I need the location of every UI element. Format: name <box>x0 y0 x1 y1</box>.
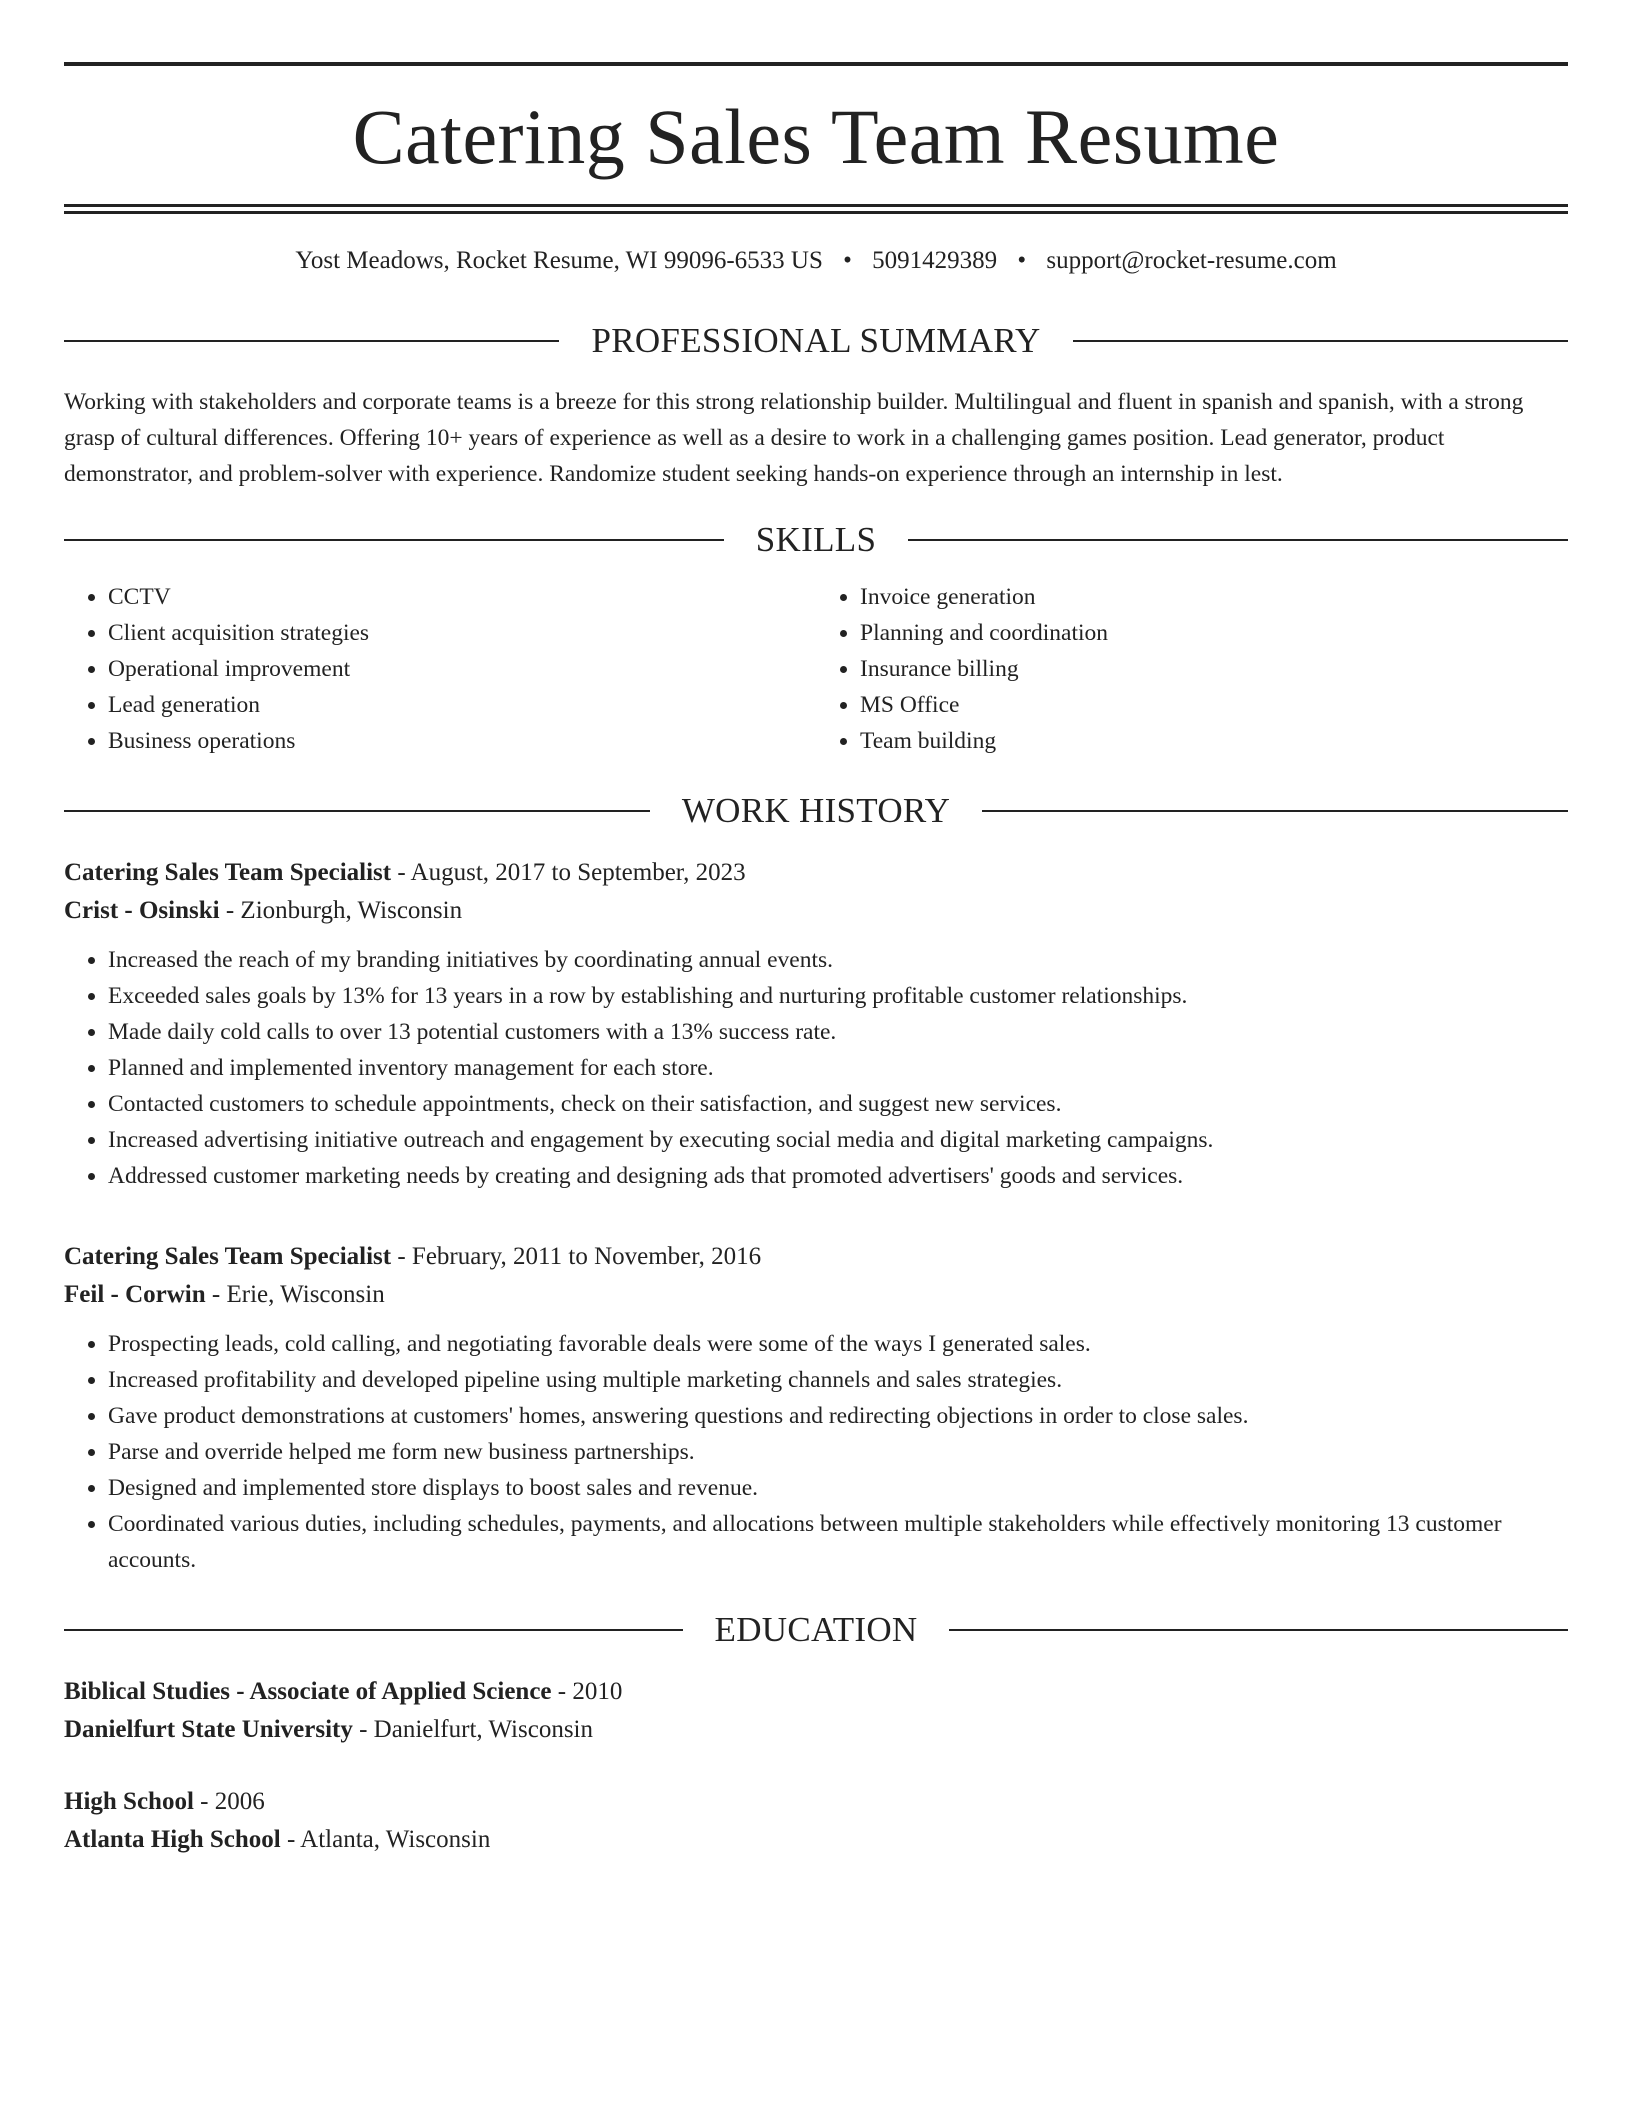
skill-item: • Team building <box>860 723 1568 759</box>
education-entry <box>64 1783 1568 1859</box>
section-heading-education <box>64 1612 1568 1647</box>
heading-rule-right <box>908 539 1568 541</box>
contact-separator: • <box>1017 247 1027 274</box>
job-bullet: • Made daily cold calls to over 13 potential customers with a 13% success rate. <box>108 1014 1568 1050</box>
section-heading-work <box>64 793 1568 828</box>
job-bullet: • Planned and implemented inventory management for each store. <box>108 1050 1568 1086</box>
job-dates: August, 2017 to September, 2023 <box>410 859 746 886</box>
job-bullet: • Parse and override helped me form new business partnerships. <box>108 1434 1568 1470</box>
summary-text: Working with stakeholders and corporate teams is a breeze for this strong relationship builder. Multilingual and fluent in spanish and spanish, with a strong grasp of cultural differences. Offering 10+ years of experience as well as a desire to work in a challenging games position. Lead generator, product demonstrator, and problem-solver with experience. Randomize student seeking hands-on experience through an internship in lest. <box>64 389 1524 487</box>
skill-item: • Lead generation <box>108 687 816 723</box>
job-entry <box>64 854 1568 1194</box>
contact-phone: 5091429389 <box>872 247 998 274</box>
education-location: Danielfurt, Wisconsin <box>373 1716 593 1743</box>
job-location: Zionburgh, Wisconsin <box>240 897 463 924</box>
education-year: 2010 <box>572 1678 623 1705</box>
job-bullet: • Addressed customer marketing needs by creating and designing ads that promoted advertisers' goods and services. <box>108 1158 1568 1194</box>
job-bullets <box>64 1326 1568 1578</box>
heading-rule-right <box>982 810 1568 812</box>
education-degree-line: Biblical Studies - Associate of Applied Science - 2010 <box>64 1678 623 1705</box>
job-title-line: Catering Sales Team Specialist - February, 2011 to November, 2016 <box>64 1243 762 1270</box>
job-bullets <box>64 942 1568 1194</box>
job-dates: February, 2011 to November, 2016 <box>411 1243 762 1270</box>
education-entry <box>64 1673 1568 1749</box>
education-school: Danielfurt State University <box>64 1716 353 1743</box>
top-rule <box>64 62 1568 66</box>
job-bullet: • Exceeded sales goals by 13% for 13 years in a row by establishing and nurturing profitable customer relationships. <box>108 978 1568 1014</box>
skill-item: • MS Office <box>860 687 1568 723</box>
section-heading-label: PROFESSIONAL SUMMARY <box>591 321 1041 360</box>
section-heading-summary <box>64 323 1568 358</box>
education-year: 2006 <box>214 1788 265 1815</box>
skills-list <box>64 579 1568 759</box>
education-school: Atlanta High School <box>64 1826 281 1853</box>
resume-title: Catering Sales Team Resume <box>352 93 1280 180</box>
job-location: Erie, Wisconsin <box>226 1281 385 1308</box>
section-heading-label: EDUCATION <box>714 1610 918 1649</box>
skill-item: • Insurance billing <box>860 651 1568 687</box>
title-double-rule <box>64 204 1568 214</box>
job-title-line: Catering Sales Team Specialist - August, 2017 to September, 2023 <box>64 859 746 886</box>
heading-rule-right <box>1073 340 1568 342</box>
skills-column-right <box>816 579 1568 759</box>
job-company: Feil - Corwin <box>64 1281 206 1308</box>
section-heading-skills <box>64 522 1568 557</box>
job-bullet: • Coordinated various duties, including schedules, payments, and allocations between multiple stakeholders while effectively monitoring 13 customer accounts. <box>108 1506 1568 1578</box>
job-bullet: • Designed and implemented store displays to boost sales and revenue. <box>108 1470 1568 1506</box>
skill-item: • Invoice generation <box>860 579 1568 615</box>
job-bullet: • Contacted customers to schedule appointments, check on their satisfaction, and suggest new services. <box>108 1086 1568 1122</box>
job-bullet: • Increased the reach of my branding initiatives by coordinating annual events. <box>108 942 1568 978</box>
job-title: Catering Sales Team Specialist <box>64 1243 392 1270</box>
education-location: Atlanta, Wisconsin <box>300 1826 491 1853</box>
job-company: Crist - Osinski <box>64 897 220 924</box>
heading-rule-left <box>64 340 559 342</box>
education-school-line: Danielfurt State University - Danielfurt, Wisconsin <box>64 1716 593 1743</box>
heading-rule-left <box>64 539 724 541</box>
contact-line <box>64 248 1568 273</box>
job-company-line: Crist - Osinski - Zionburgh, Wisconsin <box>64 897 463 924</box>
education-degree: High School <box>64 1788 194 1815</box>
education-degree: Biblical Studies - Associate of Applied Science <box>64 1678 552 1705</box>
contact-separator: • <box>843 247 852 274</box>
job-title: Catering Sales Team Specialist <box>64 859 392 886</box>
contact-email: support@rocket-resume.com <box>1046 247 1337 274</box>
job-entry <box>64 1238 1568 1578</box>
job-company-line: Feil - Corwin - Erie, Wisconsin <box>64 1281 385 1308</box>
education-degree-line: High School - 2006 <box>64 1788 265 1815</box>
contact-address: Yost Meadows, Rocket Resume, WI 99096-6533 US <box>295 247 823 274</box>
section-heading-label: SKILLS <box>755 520 877 559</box>
heading-rule-right <box>949 1629 1568 1631</box>
job-bullet: • Gave product demonstrations at customers' homes, answering questions and redirecting objections in order to close sales. <box>108 1398 1568 1434</box>
skill-item: • CCTV <box>108 579 816 615</box>
education-school-line: Atlanta High School - Atlanta, Wisconsin <box>64 1826 491 1853</box>
skill-item: • Business operations <box>108 723 816 759</box>
job-bullet: • Prospecting leads, cold calling, and negotiating favorable deals were some of the ways I generated sales. <box>108 1326 1568 1362</box>
heading-rule-left <box>64 1629 683 1631</box>
job-bullet: • Increased advertising initiative outreach and engagement by executing social media and digital marketing campaigns. <box>108 1122 1568 1158</box>
skill-item: • Client acquisition strategies <box>108 615 816 651</box>
section-heading-label: WORK HISTORY <box>681 791 951 830</box>
skill-item: • Operational improvement <box>108 651 816 687</box>
heading-rule-left <box>64 810 650 812</box>
skill-item: • Planning and coordination <box>860 615 1568 651</box>
skills-column-left <box>64 579 816 759</box>
job-bullet: • Increased profitability and developed pipeline using multiple marketing channels and sales strategies. <box>108 1362 1568 1398</box>
